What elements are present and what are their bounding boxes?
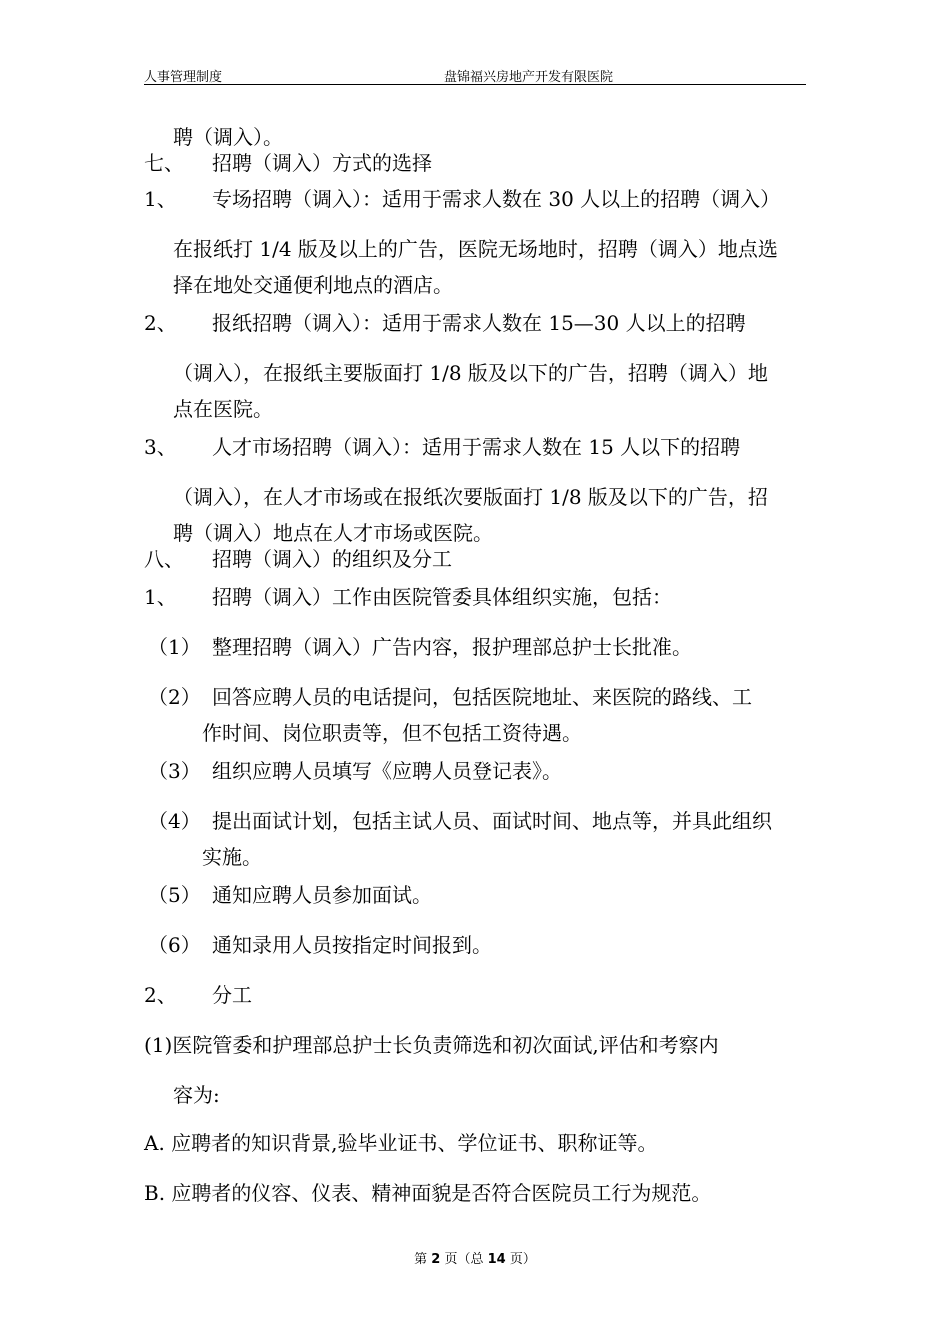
section-7-number: 七、 — [144, 151, 184, 175]
item-3-text: 人才市场招聘（调入）：适用于需求人数在 15 人以下的招聘 — [212, 435, 741, 459]
task-6-text: 通知录用人员按指定时间报到。 — [212, 933, 492, 957]
footer-suffix: 页） — [509, 1252, 536, 1267]
footer-page-number: 2 — [431, 1252, 441, 1267]
item-2-text: 点在医院。 — [173, 397, 273, 421]
page-header — [144, 64, 806, 85]
item-1-text: 择在地处交通便利地点的酒店。 — [173, 273, 453, 297]
task-3-number: （3） — [148, 759, 201, 783]
item-2-text: （调入），在报纸主要版面打 1/8 版及以下的广告，招聘（调入）地 — [173, 361, 768, 385]
item-3-text: （调入），在人才市场或在报纸次要版面打 1/8 版及以下的广告，招 — [173, 485, 768, 509]
subitem-1-number: 1、 — [144, 585, 177, 609]
item-1-number: 1、 — [144, 187, 177, 211]
header-left-title: 人事管理制度 — [144, 70, 223, 85]
page-footer — [0, 1248, 950, 1267]
task-1-text: 整理招聘（调入）广告内容，报护理部总护士长批准。 — [212, 635, 692, 659]
criterion-b-text: B. 应聘者的仪容、仪表、精神面貌是否符合医院员工行为规范。 — [144, 1181, 712, 1205]
footer-middle: 页（总 — [444, 1252, 484, 1267]
subitem-2-number: 2、 — [144, 983, 177, 1007]
task-1-number: （1） — [148, 635, 201, 659]
item-3-number: 3、 — [144, 435, 177, 459]
section-7-title: 招聘（调入）方式的选择 — [212, 151, 432, 175]
task-6-number: （6） — [148, 933, 201, 957]
item-1-text: 在报纸打 1/4 版及以上的广告，医院无场地时，招聘（调入）地点选 — [173, 237, 778, 261]
division-1-text: 容为: — [173, 1083, 220, 1107]
item-2-text: 报纸招聘（调入）：适用于需求人数在 15—30 人以上的招聘 — [212, 311, 746, 335]
footer-prefix: 第 — [414, 1252, 428, 1267]
task-3-text: 组织应聘人员填写《应聘人员登记表》。 — [212, 759, 562, 783]
section-8-number: 八、 — [144, 547, 184, 571]
criterion-a-text: A. 应聘者的知识背景,验毕业证书、学位证书、职称证等。 — [144, 1131, 658, 1155]
item-3-text: 聘（调入）地点在人才市场或医院。 — [173, 521, 493, 545]
footer-total-pages: 14 — [487, 1252, 506, 1267]
task-4-text: 提出面试计划，包括主试人员、面试时间、地点等，并具此组织 — [212, 809, 772, 833]
subitem-2-text: 分工 — [212, 983, 252, 1007]
body-line: 聘（调入）。 — [173, 125, 283, 149]
task-2-number: （2） — [148, 685, 201, 709]
header-company-name: 盘锦福兴房地产开发有限医院 — [444, 70, 614, 85]
task-4-number: （4） — [148, 809, 201, 833]
subitem-1-text: 招聘（调入）工作由医院管委具体组织实施，包括： — [212, 585, 672, 609]
item-2-number: 2、 — [144, 311, 177, 335]
task-5-number: （5） — [148, 883, 201, 907]
item-1-text: 专场招聘（调入）：适用于需求人数在 30 人以上的招聘（调入） — [212, 187, 781, 211]
division-1-text: (1)医院管委和护理部总护士长负责筛选和初次面试,评估和考察内 — [144, 1033, 719, 1057]
task-5-text: 通知应聘人员参加面试。 — [212, 883, 432, 907]
section-8-title: 招聘（调入）的组织及分工 — [212, 547, 452, 571]
task-2-text: 作时间、岗位职责等，但不包括工资待遇。 — [202, 721, 582, 745]
task-4-text: 实施。 — [202, 845, 262, 869]
task-2-text: 回答应聘人员的电话提问，包括医院地址、来医院的路线、工 — [212, 685, 752, 709]
